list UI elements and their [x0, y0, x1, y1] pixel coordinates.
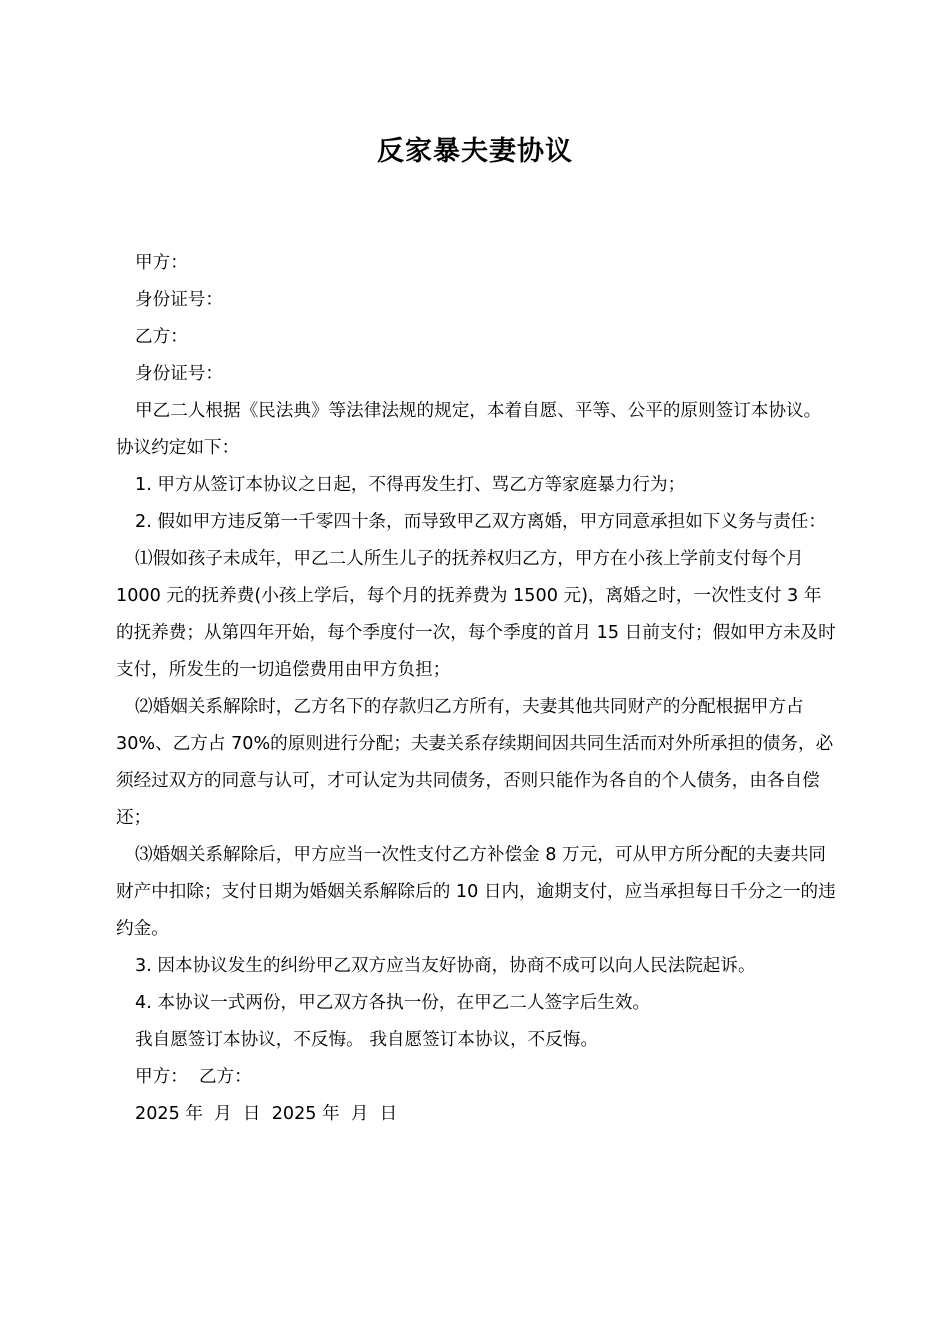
party-b-line: 乙方：	[135, 327, 188, 347]
clause-2: 2. 假如甲方违反第一千零四十条，而导致甲乙双方离婚，甲方同意承担如下义务与责任：	[135, 512, 826, 532]
clause-2-item-2: ⑵婚姻关系解除时，乙方名下的存款归乙方所有，夫妻其他共同财产的分配根据甲方占 30%、乙方占 70%的原则进行分配；夫妻关系存续期间因共同生活而对外所承担的债务，必须经过双方的同意与认可，才可认定为共同债务，否则只能作为各自的个人债务，由各自偿还；	[116, 697, 834, 828]
preamble-paragraph: 甲乙二人根据《民法典》等法律法规的规定，本着自愿、平等、公平的原则签订本协议。协议约定如下：	[116, 401, 822, 458]
clause-4: 4. 本协议一式两份，甲乙双方各执一份，在甲乙二人签字后生效。	[135, 993, 651, 1013]
party-a-line: 甲方：	[135, 253, 188, 273]
signature-dates: 2025 年 月 日 2025 年 月 日	[135, 1104, 398, 1124]
signer-labels: 甲方： 乙方：	[135, 1067, 252, 1087]
clause-2-item-3: ⑶婚姻关系解除后，甲方应当一次性支付乙方补偿金 8 万元，可从甲方所分配的夫妻共同财产中扣除；支付日期为婚姻关系解除后的 10 日内，逾期支付，应当承担每日千分之一的违约金。	[116, 845, 836, 939]
document-body	[116, 245, 836, 1133]
clause-2-item-1: ⑴假如孩子未成年，甲乙二人所生儿子的抚养权归乙方，甲方在小孩上学前支付每个月 1000 元的抚养费(小孩上学后，每个月的抚养费为 1500 元)，离婚之时，一次性支付 3 年的抚养费；从第四年开始，每个季度付一次，每个季度的首月 15 日前支付；假如甲方未及时支付，所发生的一切追偿费用由甲方负担；	[116, 549, 836, 680]
clause-3: 3. 因本协议发生的纠纷甲乙双方应当友好协商，协商不成可以向人民法院起诉。	[135, 956, 756, 976]
voluntary-statement: 我自愿签订本协议，不反悔。 我自愿签订本协议，不反悔。	[135, 1030, 599, 1050]
clause-1: 1. 甲方从签订本协议之日起，不得再发生打、骂乙方等家庭暴力行为；	[135, 475, 686, 495]
document-title: 反家暴夫妻协议	[377, 136, 573, 167]
party-b-id-line: 身份证号：	[135, 364, 223, 384]
party-a-id-line: 身份证号：	[135, 290, 223, 310]
